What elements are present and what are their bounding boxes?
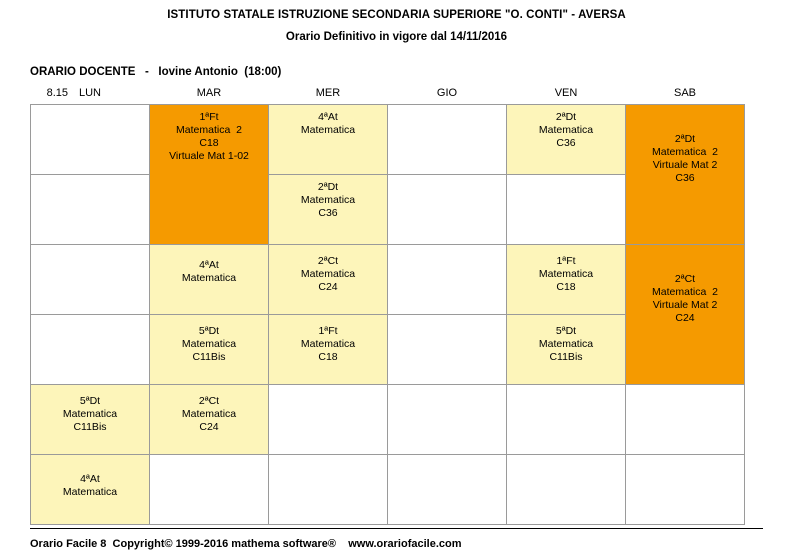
lesson-class: 4ªAt	[199, 259, 219, 271]
lesson-note: Virtuale Mat 2	[652, 159, 718, 171]
lesson-room: C36	[675, 172, 695, 184]
slot-mer-1[interactable]	[269, 105, 388, 175]
slot-mar-4[interactable]	[150, 315, 269, 385]
day-header-ven: VEN	[554, 86, 578, 99]
slot-mar-1[interactable]	[150, 105, 269, 245]
lesson-room: C36	[556, 137, 576, 149]
lesson-class: 5ªDt	[79, 395, 101, 407]
lesson-class: 2ªCt	[674, 273, 696, 285]
lesson-room: C18	[199, 137, 219, 149]
footer-text: Orario Facile 8 Copyright© 1999-2016 mathema software® www.orariofacile.com	[30, 538, 462, 550]
slot-sab-5[interactable]	[626, 385, 745, 455]
lesson-room: C18	[556, 281, 576, 293]
lesson-room: C11Bis	[549, 351, 583, 363]
slot-gio-3[interactable]	[388, 245, 507, 315]
lesson-note: Virtuale Mat 2	[652, 299, 718, 311]
table-row	[31, 385, 745, 455]
slot-ven-6[interactable]	[507, 455, 626, 525]
schedule-table	[30, 85, 745, 525]
teacher-schedule-label: ORARIO DOCENTE - Iovine Antonio (18:00)	[30, 66, 282, 78]
slot-mar-5[interactable]	[150, 385, 269, 455]
table-row	[31, 455, 745, 525]
lesson-room: C18	[318, 351, 338, 363]
lesson-class: 2ªCt	[198, 395, 220, 407]
document-subtitle: Orario Definitivo in vigore dal 14/11/2016	[285, 31, 508, 43]
institute-title: ISTITUTO STATALE ISTRUZIONE SECONDARIA SUPERIORE "O. CONTI" - AVERSA	[167, 9, 626, 21]
day-header-gio: GIO	[436, 86, 458, 99]
slot-mar-3[interactable]	[150, 245, 269, 315]
slot-mer-5[interactable]	[269, 385, 388, 455]
slot-lun-1[interactable]	[31, 105, 150, 175]
slot-lun-2[interactable]	[31, 175, 150, 245]
day-header-row	[31, 85, 745, 105]
slot-ven-2[interactable]	[507, 175, 626, 245]
lesson-class: 2ªDt	[674, 133, 696, 145]
timetable-grid	[30, 85, 745, 525]
slot-ven-1[interactable]	[507, 105, 626, 175]
slot-gio-2[interactable]	[388, 175, 507, 245]
slot-mer-4[interactable]	[269, 315, 388, 385]
footer-divider	[30, 528, 763, 529]
lesson-room: C24	[675, 312, 695, 324]
slot-ven-5[interactable]	[507, 385, 626, 455]
slot-sab-3[interactable]	[626, 245, 745, 385]
lesson-subject: Matematica	[538, 124, 594, 136]
slot-ven-4[interactable]	[507, 315, 626, 385]
lesson-class: 2ªDt	[555, 111, 577, 123]
slot-mar-6[interactable]	[150, 455, 269, 525]
lesson-subject: Matematica	[300, 268, 356, 280]
lesson-subject: Matematica	[538, 268, 594, 280]
slot-lun-3[interactable]	[31, 245, 150, 315]
slot-gio-4[interactable]	[388, 315, 507, 385]
lesson-room: C11Bis	[192, 351, 226, 363]
lesson-class: 2ªDt	[317, 181, 339, 193]
lesson-subject: Matematica	[181, 272, 237, 284]
lesson-class: 5ªDt	[555, 325, 577, 337]
lesson-subject: Matematica 2	[652, 286, 718, 298]
time-label-0: 8.15	[46, 87, 68, 99]
lesson-class: 4ªAt	[318, 111, 338, 123]
day-header-lun: LUN	[78, 86, 101, 99]
slot-gio-5[interactable]	[388, 385, 507, 455]
slot-mer-2[interactable]	[269, 175, 388, 245]
slot-mer-3[interactable]	[269, 245, 388, 315]
day-header-mer: MER	[315, 86, 341, 99]
lesson-subject: Matematica 2	[176, 124, 242, 136]
day-header-sab: SAB	[673, 86, 696, 99]
lesson-class: 1ªFt	[556, 255, 576, 267]
lesson-room: C36	[318, 207, 338, 219]
lesson-note: Virtuale Mat 1-02	[169, 150, 249, 162]
lesson-class: 1ªFt	[199, 111, 219, 123]
lesson-room: C11Bis	[73, 421, 107, 433]
lesson-subject: Matematica	[62, 408, 118, 420]
lesson-class: 1ªFt	[318, 325, 338, 337]
lesson-subject: Matematica	[538, 338, 594, 350]
lesson-room: C24	[318, 281, 338, 293]
lesson-subject: Matematica	[62, 486, 118, 498]
lesson-subject: Matematica 2	[652, 146, 718, 158]
slot-gio-6[interactable]	[388, 455, 507, 525]
lesson-class: 5ªDt	[198, 325, 220, 337]
slot-mer-6[interactable]	[269, 455, 388, 525]
lesson-class: 2ªCt	[317, 255, 339, 267]
slot-lun-5[interactable]	[31, 385, 150, 455]
slot-sab-1[interactable]	[626, 105, 745, 245]
lesson-subject: Matematica	[300, 194, 356, 206]
slot-lun-4[interactable]	[31, 315, 150, 385]
day-header-mar: MAR	[196, 86, 222, 99]
lesson-subject: Matematica	[181, 408, 237, 420]
slot-sab-6[interactable]	[626, 455, 745, 525]
slot-gio-1[interactable]	[388, 105, 507, 175]
lesson-room: C24	[199, 421, 219, 433]
lesson-subject: Matematica	[300, 338, 356, 350]
slot-lun-6[interactable]	[31, 455, 150, 525]
table-row	[31, 245, 745, 315]
slot-ven-3[interactable]	[507, 245, 626, 315]
lesson-subject: Matematica	[300, 124, 356, 136]
lesson-subject: Matematica	[181, 338, 237, 350]
lesson-class: 4ªAt	[80, 473, 100, 485]
table-row	[31, 105, 745, 175]
